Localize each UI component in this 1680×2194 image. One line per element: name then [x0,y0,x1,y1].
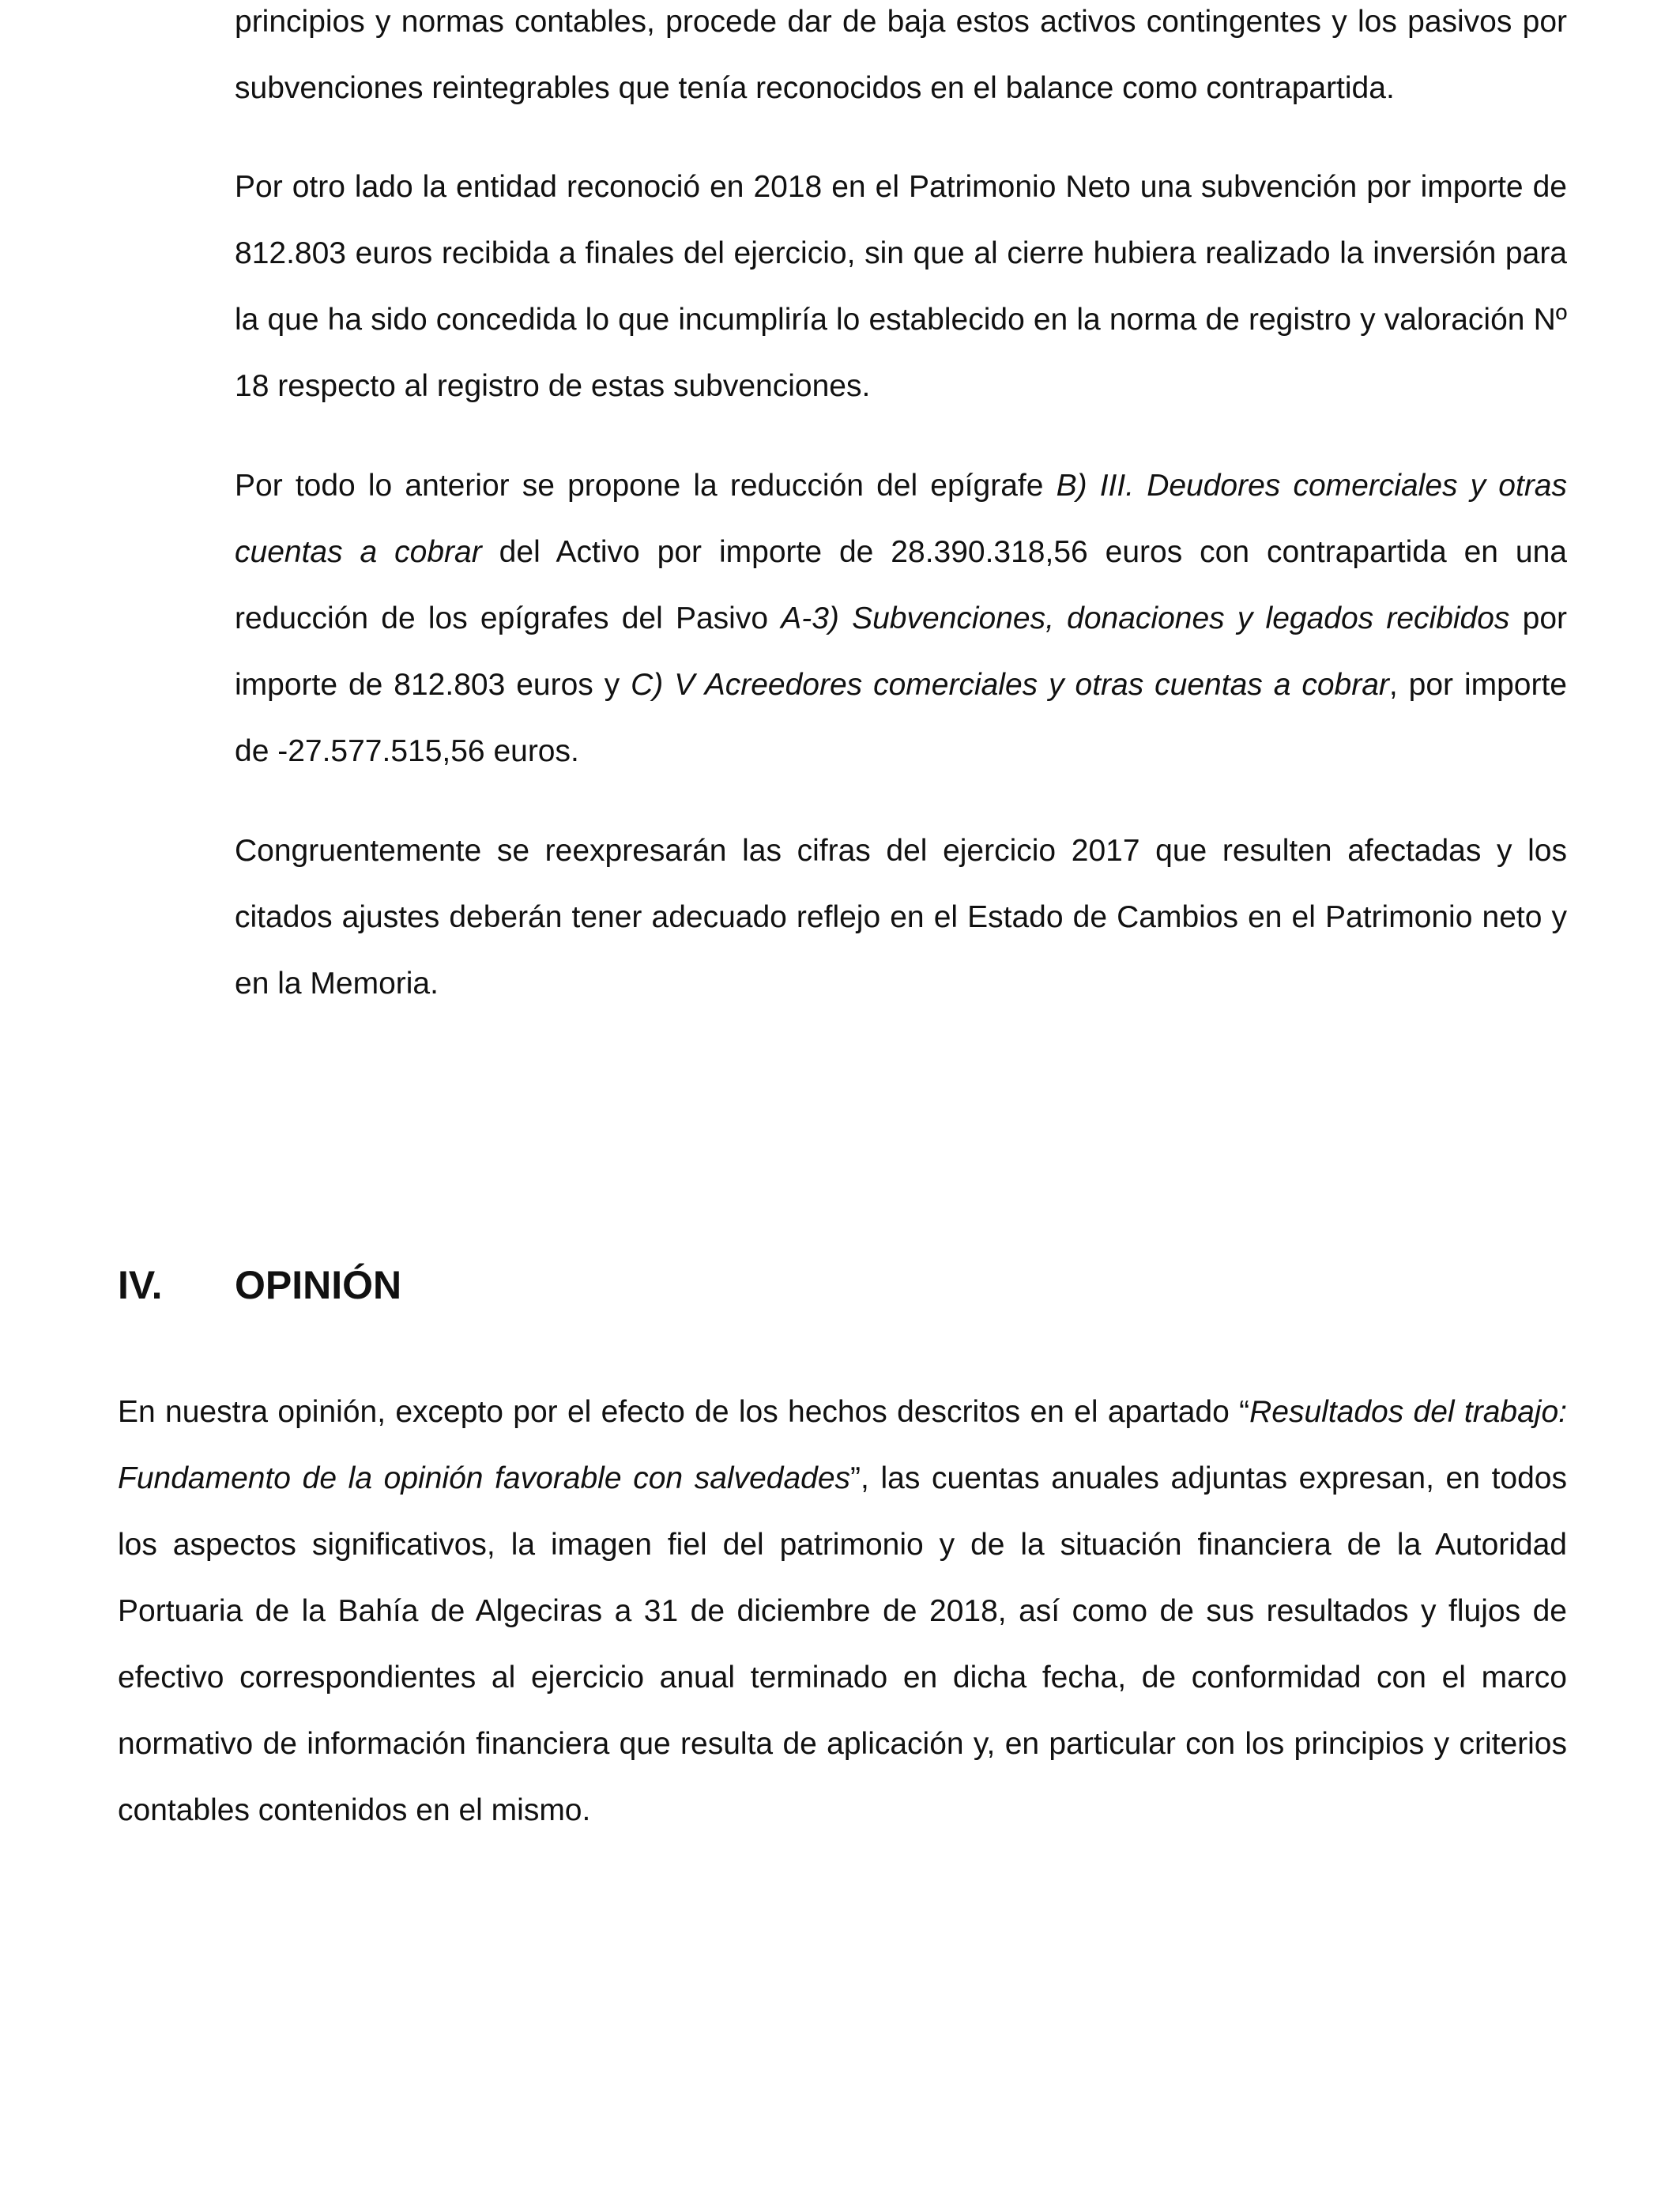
section-number: IV. [118,1263,163,1307]
paragraph-1-text: principios y normas contables, procede dar de baja estos activos contingentes y los pasivos por subvenciones reintegrables que tenía reconocidos en el balance como contrapartida. [235,5,1567,105]
opinion-text-2: ”, las cuentas anuales adjuntas expresan, en todos los aspectos significativos, la imagen fiel del patrimonio y de la situación financiera de la Autoridad Portuaria de la Bahía de Algeciras a 31 de diciembre de 2018, así como de sus resultados y flujos de efectivo correspondientes al ejercicio anual terminado en dicha fecha, de conformidad con el marco normativo de información financiera que resulta de aplicación y, en particular con los principios y criterios contables contenidos en el mismo. [118,1461,1567,1827]
paragraph-2-text: Por otro lado la entidad reconoció en 2018 en el Patrimonio Neto una subvención por importe de 812.803 euros recibida a finales del ejercicio, sin que al cierre hubiera realizado la inversión para la que ha sido concedida lo que incumpliría lo establecido en la norma de registro y valoración Nº 18 respecto al registro de estas subvenciones. [235,170,1567,403]
paragraph-4-text: Congruentemente se reexpresarán las cifras del ejercicio 2017 que resulten afectadas y los citados ajustes deberán tener adecuado reflejo en el Estado de Cambios en el Patrimonio neto y en la Memoria. [235,834,1567,1001]
opinion-paragraph [118,1379,1567,1844]
paragraph-contingent-assets [235,0,1567,122]
paragraph-3-text-3: por importe de 812.803 euros y [235,601,1568,702]
paragraph-subsidy-recognition [235,154,1567,420]
paragraph-3-text-1: Por todo lo anterior se propone la reducción del epígrafe [235,469,1057,503]
paragraph-3-italic-2: A-3) Subvenciones, donaciones y legados recibidos [781,601,1510,635]
opinion-italic-1: Resultados del trabajo: Fundamento de la opinión favorable con salvedades [118,1395,1567,1495]
section-title: OPINIÓN [235,1263,402,1307]
paragraph-3-text-2: del Activo por importe de 28.390.318,56 euros con contrapartida en una reducción de los epígrafes del Pasivo [235,535,1567,635]
paragraph-3-text-4: , por importe de -27.577.515,56 euros. [235,668,1567,768]
paragraph-3-italic-3: C) V Acreedores comerciales y otras cuentas a cobrar [631,668,1389,702]
section-heading [118,1257,401,1314]
paragraph-3-italic-1: B) III. Deudores comerciales y otras cuentas a cobrar [235,469,1567,569]
opinion-text-1: En nuestra opinión, excepto por el efecto de los hechos descritos en el apartado “ [118,1395,1250,1429]
paragraph-restatement [235,818,1567,1017]
paragraph-proposed-adjustment [235,453,1567,785]
